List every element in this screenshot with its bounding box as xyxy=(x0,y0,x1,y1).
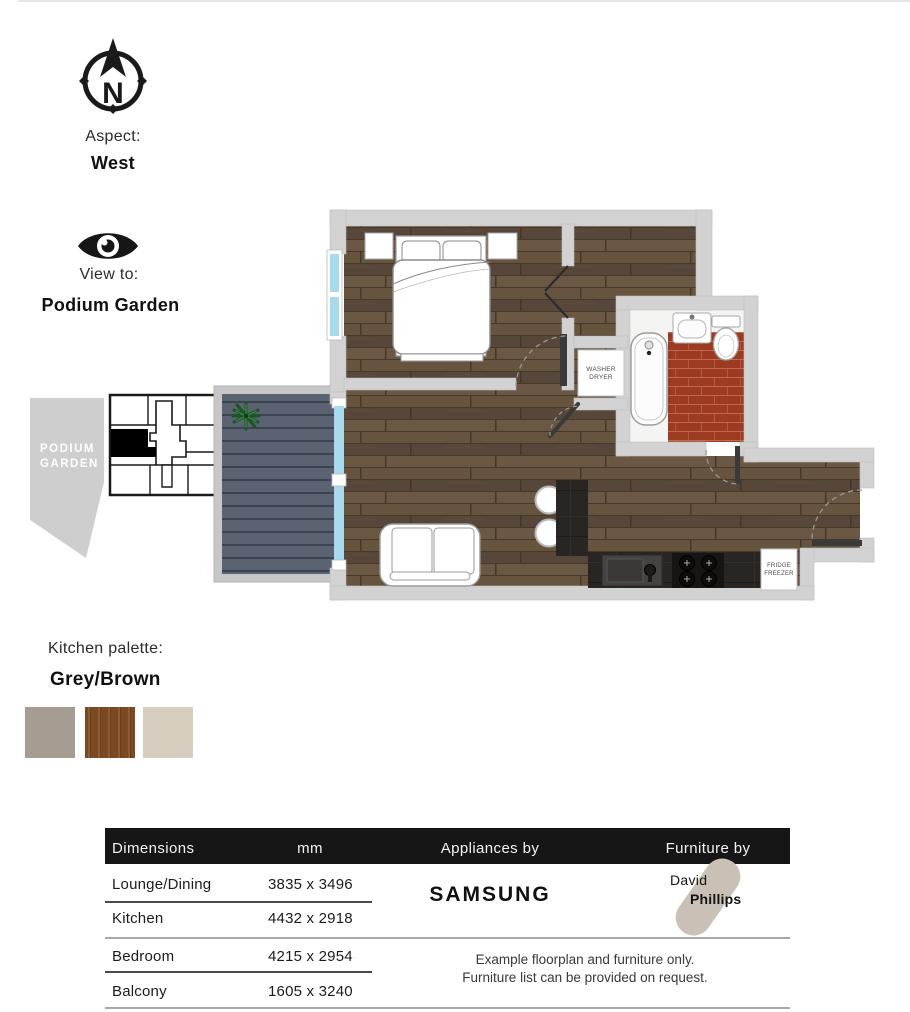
palette-label: Kitchen palette: xyxy=(48,640,164,657)
header-dimensions: Dimensions xyxy=(112,840,195,857)
note-line-2: Furniture list can be provided on request. xyxy=(462,970,708,985)
table-row-mm: 3835 x 3496 xyxy=(268,876,353,893)
garden-label-1: PODIUM xyxy=(40,443,95,455)
svg-text:DRYER: DRYER xyxy=(589,374,613,381)
garden-label-2: GARDEN xyxy=(40,458,99,470)
svg-text:FRIDGE: FRIDGE xyxy=(767,563,791,569)
entry-door-leaf xyxy=(812,540,862,546)
palette-value: Grey/Brown xyxy=(50,669,161,690)
svg-text:WASHER: WASHER xyxy=(586,366,616,373)
section-divider xyxy=(105,1007,790,1009)
aspect-value: West xyxy=(91,153,135,173)
header-appliances: Appliances by xyxy=(440,840,540,857)
samsung-logo: SAMSUNG xyxy=(429,883,551,906)
svg-text:FREEZER: FREEZER xyxy=(764,571,794,577)
table-row-room: Bedroom xyxy=(112,948,175,965)
table-row-room: Lounge/Dining xyxy=(112,876,212,893)
toilet xyxy=(712,316,740,360)
table-row-mm: 1605 x 3240 xyxy=(268,983,353,1000)
fridge-freezer xyxy=(761,549,797,590)
row-divider xyxy=(105,901,372,903)
hob xyxy=(672,553,724,588)
table-row-room: Kitchen xyxy=(112,910,164,927)
bathtub xyxy=(631,333,667,425)
aspect-label: Aspect: xyxy=(85,128,141,145)
basin xyxy=(673,313,711,343)
island-counter xyxy=(556,480,588,556)
logo-text-david: David xyxy=(670,872,708,888)
section-divider xyxy=(105,937,790,939)
row-divider xyxy=(105,971,372,973)
table-row-mm: 4215 x 2954 xyxy=(268,948,353,965)
sofa xyxy=(380,524,480,586)
david-phillips-logo xyxy=(658,864,762,930)
table-row-room: Balcony xyxy=(112,983,167,1000)
table-row-mm: 4432 x 2918 xyxy=(268,910,353,927)
view-label: View to: xyxy=(79,266,139,283)
balcony xyxy=(214,386,346,582)
svg-text:N: N xyxy=(102,77,124,110)
header-mm: mm xyxy=(297,840,323,857)
header-furniture: Furniture by xyxy=(665,840,751,857)
washer-dryer xyxy=(578,350,624,396)
kitchen-sink xyxy=(602,555,662,586)
logo-text-phillips: Phillips xyxy=(690,891,742,907)
note-line-1: Example floorplan and furniture only. xyxy=(475,952,695,967)
double-bed xyxy=(393,236,490,361)
view-value: Podium Garden xyxy=(41,295,180,315)
